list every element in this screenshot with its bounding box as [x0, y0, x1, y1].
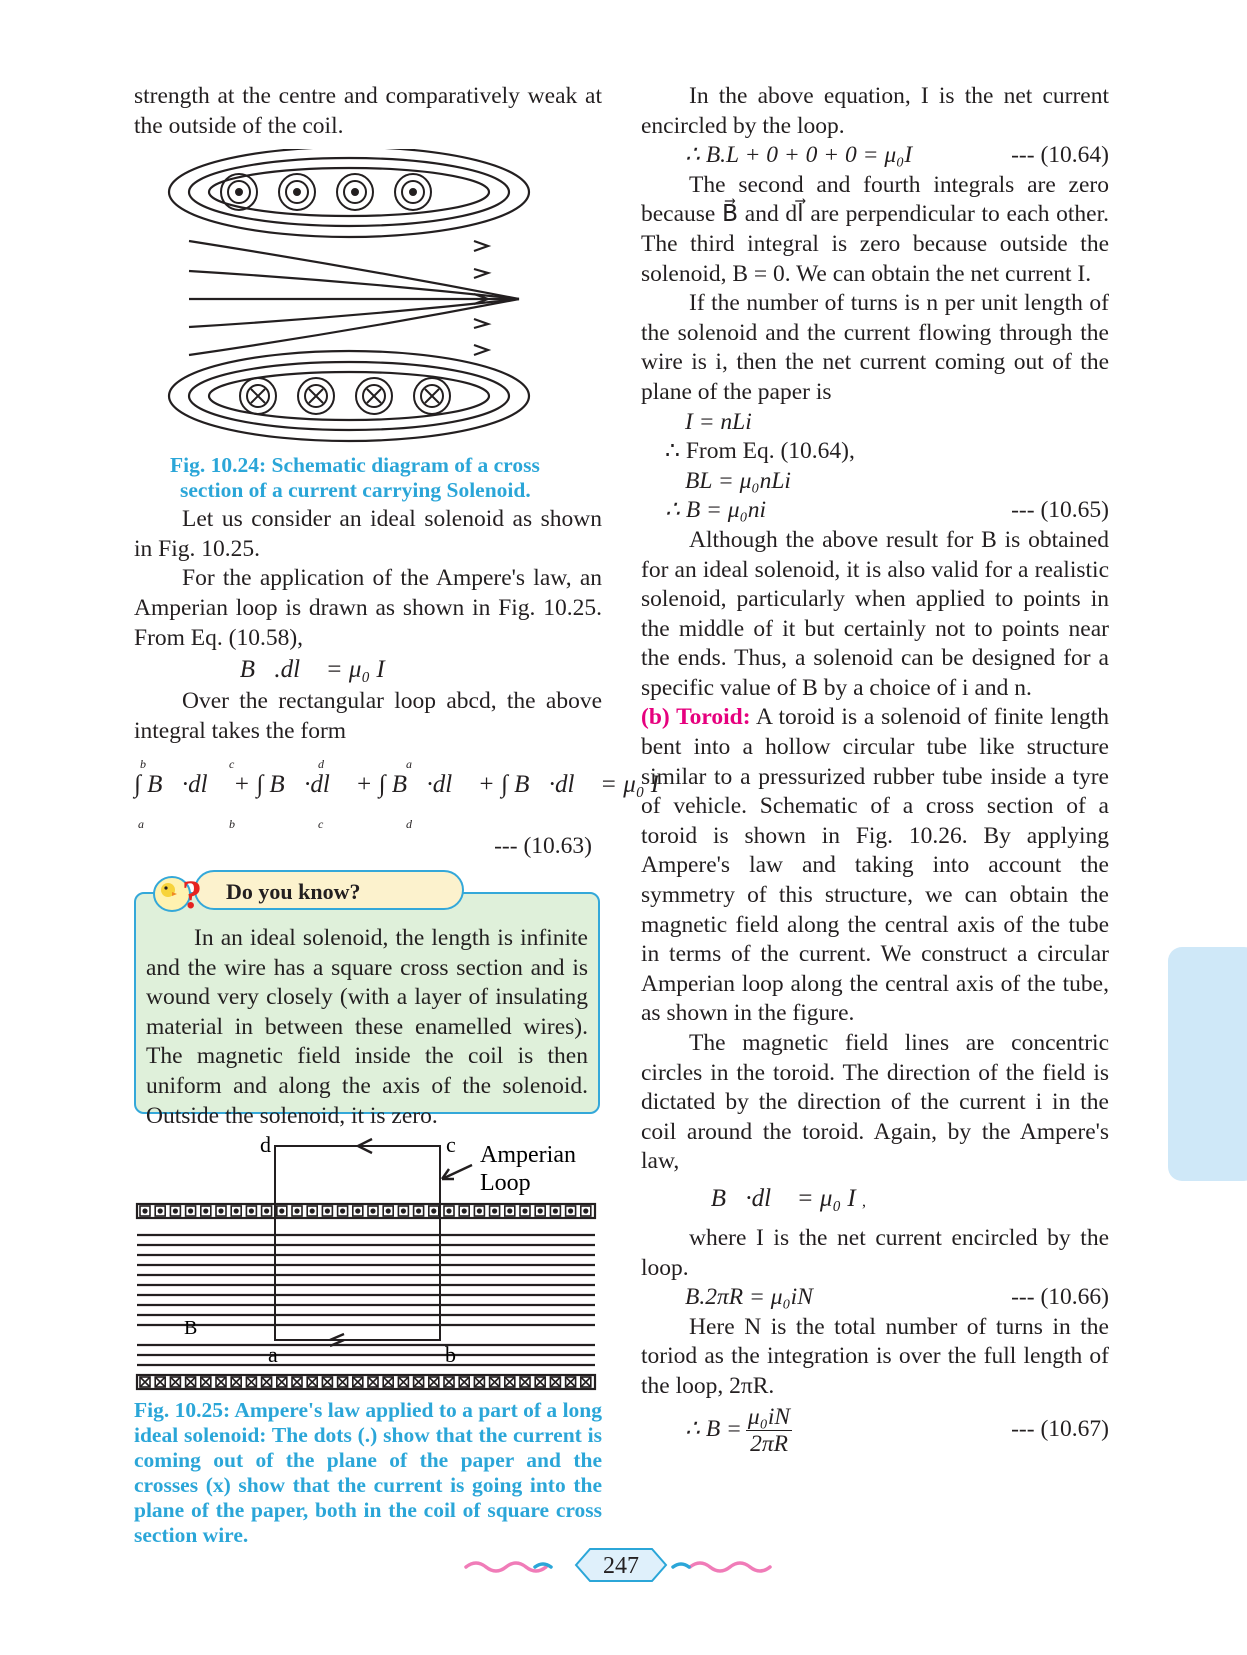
question-mascot-icon	[152, 868, 208, 916]
current-in-cross	[277, 1377, 287, 1387]
current-in-cross	[170, 1377, 180, 1387]
paragraph: Over the rectangular loop abcd, the above integral takes the form	[134, 688, 602, 744]
field-line	[189, 299, 519, 355]
chapter-side-tab	[1168, 947, 1247, 1181]
limit-lower: a	[138, 817, 144, 832]
current-in-cross	[398, 1377, 408, 1387]
integral-expression: ∫ B⃗·dl⃗ + ∫ B⃗·dl⃗ + ∫ B⃗·dl⃗ + ∫ B⃗·dl⃗ = μ₀ I	[134, 771, 660, 799]
fig-10-24-solenoid-diagram	[134, 149, 602, 449]
current-in-cross	[459, 1377, 469, 1387]
paragraph: Let us consider an ideal solenoid as shown in Fig. 10.25.	[134, 506, 602, 562]
current-out-dot	[204, 1209, 208, 1213]
do-you-know-text: In an ideal solenoid, the length is infinite and the wire has a square cross section and is wound very closely (with a layer of insulating material in between these enamelled wires). The magnetic field inside the coil is then uniform and along the axis of the solenoid. Outside the solenoid, it is zero.	[146, 924, 588, 1129]
from-eq: ∴ From Eq. (10.64),	[665, 438, 855, 465]
do-you-know-title: Do you know?	[194, 870, 464, 910]
fig-10-25-ampere-solenoid	[134, 1132, 602, 1392]
limit-upper: b	[140, 757, 146, 772]
current-out-dot	[569, 1209, 573, 1213]
current-in-cross	[140, 1377, 150, 1387]
wire-dot-1	[221, 174, 257, 210]
current-in-cross	[566, 1377, 576, 1387]
label-c: c	[446, 1131, 456, 1157]
wire-cross-2	[298, 378, 334, 414]
equation-10-65: ∴ B = μ₀ni --- (10.65)	[665, 497, 1109, 524]
current-in-cross	[490, 1377, 500, 1387]
label-b: b	[445, 1341, 456, 1367]
paragraph: For the application of the Ampere's law, an Amperian loop is drawn as shown in Fig. 10.25. From Eq. (10.58),	[134, 565, 602, 651]
field-loop	[169, 149, 529, 237]
current-out-dot	[280, 1209, 284, 1213]
current-out-dot	[250, 1209, 254, 1213]
current-out-dot	[143, 1209, 147, 1213]
current-out-dot	[189, 1209, 193, 1213]
current-out-dot	[310, 1209, 314, 1213]
label-amperian: Amperian	[480, 1141, 576, 1168]
current-out-dot	[447, 1209, 451, 1213]
right-column	[641, 82, 1109, 1457]
equation-ampere: ∮ B⃗.dl⃗ = μ₀ I	[214, 656, 385, 684]
paragraph: If the number of turns is n per unit length of the solenoid and the current flowing through the wire is i, then the net current coming out of the plane of the paper is	[641, 290, 1109, 405]
current-in-cross	[429, 1377, 439, 1387]
current-in-cross	[262, 1377, 272, 1387]
do-you-know-box	[134, 870, 602, 1130]
current-in-cross	[155, 1377, 165, 1387]
paragraph: Although the above result for B is obtained for an ideal solenoid, it is also valid for a realistic solenoid, particularly when applied to points in the middle of it but certainly not to points near the ends. Thus, a solenoid can be designed for a specific value of B by a choice of i and n.	[641, 526, 1109, 701]
current-out-dot	[158, 1209, 162, 1213]
paragraph: In the above equation, I is the net current encircled by the loop.	[641, 83, 1109, 139]
equation-I: I = nLi	[685, 408, 752, 435]
current-out-dot	[462, 1209, 466, 1213]
limit-lower: b	[229, 817, 235, 832]
current-out-dot	[341, 1209, 345, 1213]
current-out-dot	[174, 1209, 178, 1213]
current-in-cross	[535, 1377, 545, 1387]
fig-10-24-caption: Fig. 10.24: Schematic diagram of a cross section of a current carrying Solenoid.	[170, 453, 540, 503]
toroid-paragraph: (b) Toroid: A toroid is a solenoid of finite length bent into a hollow circular tube like structure similar to a pressurized rubber tube inside a tyre of vehicle. Schematic of a cross section of a toroid is shown in Fig. 10.26. By applying Ampere's law and taking into account the symmetry of this structure, we can obtain the magnetic field along the central axis of the tube in terms of the current. We construct a circular Amperian loop along the central axis of the tube, as shown in the figure.	[641, 704, 1109, 1027]
current-in-cross	[474, 1377, 484, 1387]
label-loop: Loop	[480, 1169, 531, 1196]
current-out-dot	[386, 1209, 390, 1213]
current-in-cross	[368, 1377, 378, 1387]
label-a: a	[268, 1341, 278, 1367]
equation-10-64: ∴ B.L + 0 + 0 + 0 = μ₀I --- (10.64)	[685, 142, 1109, 169]
current-out-dot	[402, 1209, 406, 1213]
current-out-dot	[234, 1209, 238, 1213]
wire-cross-4	[414, 378, 450, 414]
label-d: d	[260, 1131, 271, 1157]
paragraph: where I is the net current encircled by the loop.	[641, 1224, 1109, 1281]
limit-lower: d	[406, 817, 412, 832]
current-in-cross	[550, 1377, 560, 1387]
current-in-cross	[444, 1377, 454, 1387]
current-out-dot	[523, 1209, 527, 1213]
current-out-dot	[508, 1209, 512, 1213]
left-column	[134, 82, 660, 1548]
current-out-dot	[417, 1209, 421, 1213]
current-in-cross	[338, 1377, 348, 1387]
current-in-cross	[414, 1377, 424, 1387]
current-out-dot	[265, 1209, 269, 1213]
fig-10-25-caption: Fig. 10.25: Ampere's law applied to a part of a long ideal solenoid: The dots (.) show that the current is coming out of the plane of the paper and the crosses (x) show that the current is going into the plane of the paper, both in the coil of square cross section wire.	[134, 1397, 602, 1547]
wire-dot-2	[279, 174, 315, 210]
current-in-cross	[231, 1377, 241, 1387]
fraction: $\frac{\text{μ₀iN}}{2\pi R}$	[747, 1403, 791, 1457]
current-in-cross	[201, 1377, 211, 1387]
do-you-know-content	[134, 892, 600, 1129]
current-in-cross	[383, 1377, 393, 1387]
current-out-dot	[356, 1209, 360, 1213]
wire-cross-1	[240, 378, 276, 414]
intro-text: strength at the centre and comparatively weak at the outside of the coil.	[134, 83, 602, 139]
current-in-cross	[520, 1377, 530, 1387]
current-in-cross	[292, 1377, 302, 1387]
paragraph: Here N is the total number of turns in the toriod as the integration is over the full length of the loop, 2πR.	[641, 1313, 1109, 1399]
current-in-cross	[322, 1377, 332, 1387]
limit-upper: d	[318, 757, 324, 772]
current-out-dot	[371, 1209, 375, 1213]
limit-upper: c	[229, 757, 235, 772]
current-out-dot	[326, 1209, 330, 1213]
integral-equation	[134, 750, 660, 832]
amperian-loop	[275, 1146, 440, 1340]
current-in-cross	[581, 1377, 591, 1387]
toroid-heading: (b) Toroid:	[641, 704, 751, 731]
equation-10-67: ∴ B = $\frac{\text{μ₀iN}}{2\pi R}$ --- (10.67)	[685, 1403, 1109, 1457]
equation-number: --- (10.63)	[494, 833, 592, 860]
current-in-cross	[216, 1377, 226, 1387]
current-in-cross	[307, 1377, 317, 1387]
field-line	[189, 241, 519, 299]
wire-dot-3	[337, 174, 373, 210]
field-loop	[169, 351, 529, 441]
limit-upper: a	[406, 757, 412, 772]
current-out-dot	[478, 1209, 482, 1213]
current-in-cross	[505, 1377, 515, 1387]
current-in-cross	[246, 1377, 256, 1387]
current-out-dot	[554, 1209, 558, 1213]
field-line	[189, 271, 519, 299]
limit-lower: c	[318, 817, 324, 832]
wire-cross-3	[356, 378, 392, 414]
equation-toroid: ∮ B⃗·dl⃗ = μ₀ I ,	[685, 1184, 866, 1212]
current-out-dot	[295, 1209, 299, 1213]
current-in-cross	[186, 1377, 196, 1387]
current-out-dot	[584, 1209, 588, 1213]
current-out-dot	[538, 1209, 542, 1213]
current-out-dot	[493, 1209, 497, 1213]
page-number: 247	[603, 1553, 639, 1579]
paragraph: The magnetic field lines are concentric circles in the toroid. The direction of the field is dictated by the direction of the current i in the coil around the toroid. Again, by the Ampere's law,	[641, 1030, 1109, 1175]
wire-dot-4	[395, 174, 431, 210]
current-out-dot	[432, 1209, 436, 1213]
current-in-cross	[353, 1377, 363, 1387]
field-line	[189, 299, 519, 327]
svg-text:?: ?	[182, 871, 202, 916]
label-B: B	[184, 1316, 198, 1339]
current-out-dot	[219, 1209, 223, 1213]
paragraph: The second and fourth integrals are zero because B⃗ and dl⃗ are perpendicular to each other. The third integral is zero because outside the solenoid, B = 0. We can obtain the net current I.	[641, 171, 1109, 287]
equation-BL: BL = μ₀nLi	[685, 467, 791, 494]
equation-10-66: B.2πR = μ₀iN --- (10.66)	[685, 1284, 1109, 1311]
